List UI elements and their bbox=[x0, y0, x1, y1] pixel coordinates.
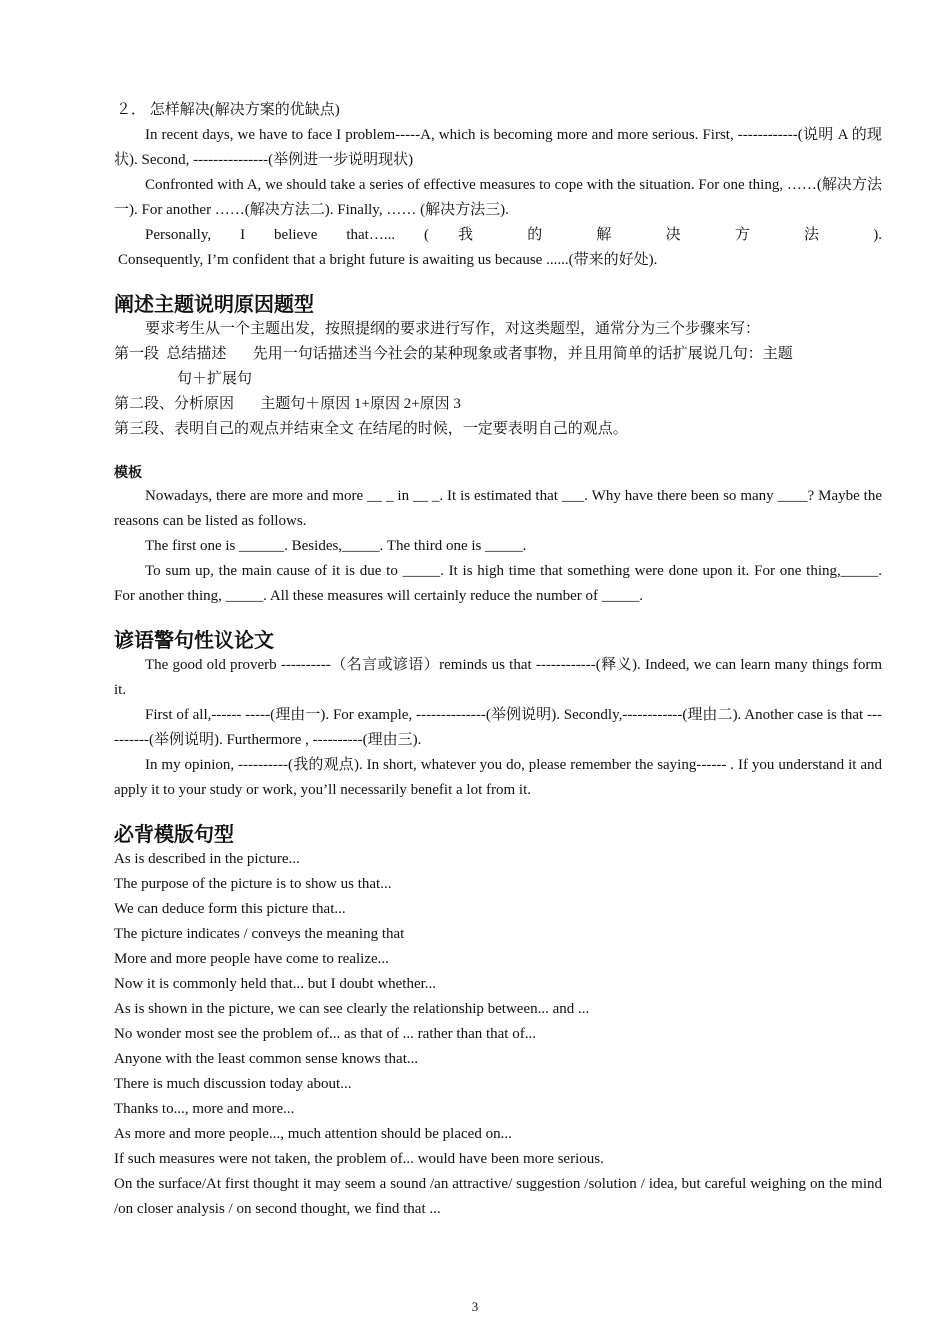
page-number: 3 bbox=[471, 1299, 479, 1314]
template-title: 模板 bbox=[114, 465, 142, 481]
reason-step-3: 第三段、表明自己的观点并结束全文 在结尾的时候，一定要表明自己的观点。 bbox=[114, 421, 628, 437]
proverb-paragraph-2: First of all,------ -----(理由一). For example, --------------(举例说明). Secondly,------------(理由二). Another case is that ----------(举例说明). Furthermore , ----------(理由三). bbox=[114, 707, 882, 748]
sentence-line: If such measures were not taken, the problem of... would have been more serious. bbox=[114, 1151, 604, 1167]
template-paragraph-3: To sum up, the main cause of it is due to _____. It is high time that something were done upon it. For one thing,_____. For another thing, _____. All these measures will certainly reduce the number of _____. bbox=[114, 563, 882, 604]
solution-paragraph-2: Confronted with A, we should take a series of effective measures to cope with the situation. For one thing, ……(解决方法一). For another ……(解决方法二). Finally, …… (解决方法三). bbox=[114, 177, 882, 218]
proverb-paragraph-1: The good old proverb ----------（名言或谚语）reminds us that ------------(释义). Indeed, we can learn many things form it. bbox=[114, 657, 882, 698]
sentence-line: Anyone with the least common sense knows that... bbox=[114, 1051, 419, 1067]
reason-step-2-text: 主题句＋原因 1+原因 2+原因 3 bbox=[260, 396, 461, 412]
sentence-line: On the surface/At first thought it may seem a sound /an attractive/ suggestion /solution / idea, but careful weighing on the mind /on closer analysis / on second thought, we find that ... bbox=[114, 1176, 882, 1217]
sentence-line: As more and more people..., much attention should be placed on... bbox=[114, 1126, 512, 1142]
solution-heading: ２． 怎样解决(解决方案的优缺点) bbox=[116, 102, 340, 118]
reason-section-title: 阐述主题说明原因题型 bbox=[114, 292, 314, 316]
sentence-list bbox=[114, 847, 882, 1222]
sentence-line: No wonder most see the problem of... as that of ... rather than that of... bbox=[114, 1026, 536, 1042]
reason-step-1-label: 第一段 总结描述 bbox=[114, 346, 253, 362]
sentence-line: We can deduce form this picture that... bbox=[114, 901, 346, 917]
reason-step-1-continuation: 句＋扩展句 bbox=[177, 371, 253, 387]
template-paragraph-2: The first one is ______. Besides,_____. The third one is _____. bbox=[145, 538, 527, 554]
proverb-section-title: 谚语警句性议论文 bbox=[114, 628, 274, 652]
sentence-line: Now it is commonly held that... but I doubt whether... bbox=[114, 976, 437, 992]
proverb-paragraph-3: In my opinion, ----------(我的观点). In short, whatever you do, please remember the saying------ . If you understand it and apply it to your study or work, you’ll necessarily benefit a lot from it. bbox=[114, 757, 882, 798]
reason-step-1-text: 先用一句话描述当今社会的某种现象或者事物，并且用简单的话扩展说几句：主题 bbox=[252, 346, 793, 362]
sentence-line: The picture indicates / conveys the meaning that bbox=[114, 926, 405, 942]
reason-intro: 要求考生从一个主题出发，按照提纲的要求进行写作，对这类题型，通常分为三个步骤来写： bbox=[145, 321, 761, 337]
sentence-line: There is much discussion today about... bbox=[114, 1076, 352, 1092]
sentence-line: As is described in the picture... bbox=[114, 851, 300, 867]
solution-paragraph-1: In recent days, we have to face I problem-----A, which is becoming more and more serious. First, ------------(说明 A 的现状). Second, ---------------(举例进一步说明现状) bbox=[114, 127, 882, 168]
reason-step-2 bbox=[114, 392, 882, 417]
sentence-line: Thanks to..., more and more... bbox=[114, 1101, 295, 1117]
template-paragraph-1: Nowadays, there are more and more __ _ in __ _. It is estimated that ___. Why have there been so many ____? Maybe the reasons can be listed as follows. bbox=[114, 488, 882, 529]
sentence-line: The purpose of the picture is to show us that... bbox=[114, 876, 392, 892]
sentence-line: As is shown in the picture, we can see clearly the relationship between... and ... bbox=[114, 1001, 590, 1017]
solution-paragraph-3-line-1: Personally, I believe that…... ( 我 的 解 决 方 法 ). bbox=[145, 227, 882, 243]
solution-paragraph-3-line-2: Consequently, I’m confident that a bright future is awaiting us because ......(带来的好处). bbox=[118, 252, 658, 268]
sentence-line: More and more people have come to realize... bbox=[114, 951, 389, 967]
sentences-section-title: 必背模版句型 bbox=[114, 822, 234, 846]
reason-step-2-label: 第二段、分析原因 bbox=[114, 396, 261, 412]
reason-step-1 bbox=[114, 342, 882, 367]
document-page bbox=[114, 98, 882, 1222]
